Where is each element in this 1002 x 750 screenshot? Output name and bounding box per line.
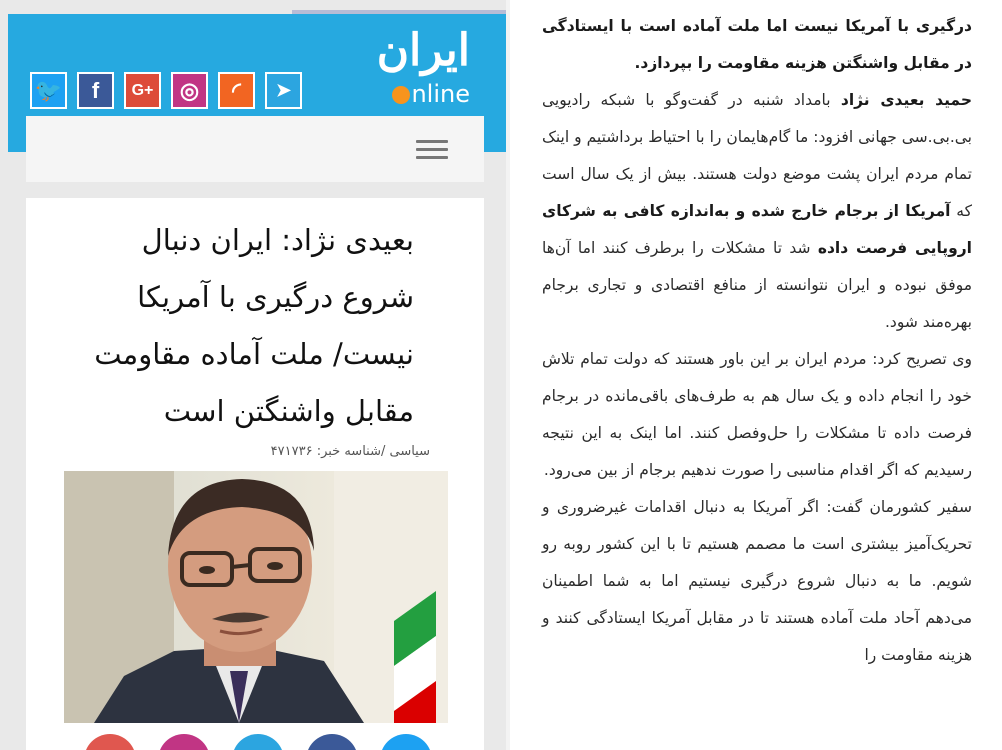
- paragraph-2-bold: آمریکا از برجام خارج شده و به‌اندازه کافی به شرکای اروپایی فرصت داده: [542, 202, 972, 257]
- paragraph-1: [542, 8, 972, 82]
- article-card: [26, 198, 484, 750]
- twitter-icon[interactable]: 🐦: [30, 72, 67, 109]
- logo-online-word: nline: [411, 80, 470, 108]
- hamburger-line: [416, 148, 448, 151]
- hamburger-line: [416, 156, 448, 159]
- logo-o-dot: [392, 86, 410, 104]
- rss-icon[interactable]: ◜: [218, 72, 255, 109]
- hamburger-menu-icon[interactable]: [416, 140, 448, 160]
- instagram-icon[interactable]: ◎: [171, 72, 208, 109]
- logo-persian-text: ایران: [376, 25, 470, 76]
- paragraph-2: [542, 82, 972, 341]
- paragraph-2-text-a: بامداد شنبه در گفت‌وگو با شبکه رادیویی بی.بی.سی جهانی افزود: ما گام‌هایمان را با احتیاط برداشتیم و اینک تمام مردم ایران پشت موضع دولت هستند. بیش از یک سال است که: [542, 91, 972, 220]
- google-plus-icon[interactable]: G+: [124, 72, 161, 109]
- share-twitter-icon[interactable]: [380, 734, 432, 750]
- logo-online-text: [370, 80, 470, 108]
- share-instagram-icon[interactable]: [158, 734, 210, 750]
- share-email-icon[interactable]: [84, 734, 136, 750]
- article-headline[interactable]: بعیدی نژاد: ایران دنبال شروع درگیری با آمریکا نیست/ ملت آماده مقاومت مقابل واشنگتن است: [94, 223, 414, 428]
- hamburger-line: [416, 140, 448, 143]
- paragraph-1-bold: درگیری با آمریکا نیست اما ملت آماده است با ایستادگی در مقابل واشنگتن هزینه مقاومت را بپردازد.: [542, 17, 972, 72]
- paragraph-3: وی تصریح کرد: مردم ایران بر این باور هستند که دولت تمام تلاش خود را انجام داده و یک سال هم به طرف‌های باقی‌مانده در برجام فرصت داده تا مشکلات را حل‌وفصل کنند. اما اینک به این نتیجه رسیدیم که اگر اقدام مناسبی را صورت ندهیم برجام از بین می‌رود.: [542, 350, 972, 479]
- portrait-image: [64, 471, 448, 723]
- share-telegram-icon[interactable]: [232, 734, 284, 750]
- article-body-screenshot: [510, 0, 1002, 750]
- telegram-icon[interactable]: ➤: [265, 72, 302, 109]
- facebook-icon[interactable]: f: [77, 72, 114, 109]
- paragraph-4: سفیر کشورمان گفت: اگر آمریکا به دنبال اقدامات غیرضروری و تحریک‌آمیز بیشتری است ما مصمم هستیم تا با این کشور روبه رو شویم. ما به دنبال شروع درگیری نیستیم اما به شما اطمینان می‌دهم آحاد ملت آماده هستند تا در مقابل آمریکا ایستادگی کنند و هزینه مقاومت را: [542, 498, 972, 664]
- speaker-name: حمید بعیدی نژاد: [840, 91, 972, 109]
- article-body: [542, 8, 972, 674]
- article-photo[interactable]: [64, 471, 448, 723]
- article-meta: سیاسی /شناسه خبر: ۴۷۱۷۳۶: [270, 444, 430, 459]
- share-buttons-row: [50, 734, 506, 750]
- paragraph-2-text-c: شد تا مشکلات را برطرف کنند اما آن‌ها موفق نبوده و ایران نتوانسته از منافع اقتصادی و تجاری برجام بهره‌مند شود.: [542, 239, 972, 331]
- social-icons: [30, 72, 302, 109]
- share-facebook-icon[interactable]: [306, 734, 358, 750]
- menu-bar: [26, 116, 484, 182]
- iran-online-logo[interactable]: [370, 22, 470, 118]
